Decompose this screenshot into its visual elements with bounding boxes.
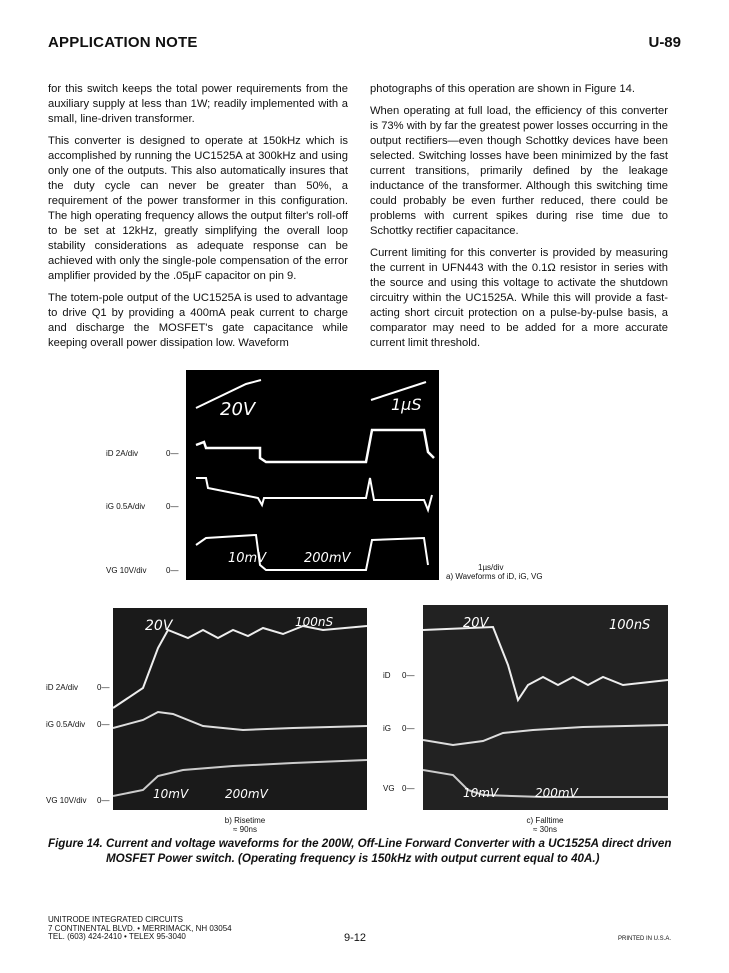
scope-c-text: 10mV: [463, 786, 499, 800]
header-doc-number: U-89: [648, 34, 681, 51]
scope-a-zero: 0—: [166, 502, 179, 511]
scope-a-label-id: iD 2A/div: [106, 449, 139, 458]
printed-notice: PRINTED IN U.S.A.: [617, 936, 671, 942]
scope-a-timebase: 1µs/div: [478, 563, 504, 572]
footer-company: UNITRODE INTEGRATED CIRCUITS: [48, 915, 183, 924]
scope-b-label-vg: VG 10V/div: [46, 796, 87, 805]
scope-c-zero: 0—: [402, 671, 415, 680]
scope-a-zero: 0—: [166, 566, 179, 575]
scope-b-text: 20V: [145, 618, 173, 634]
scope-a-text: 20V: [220, 399, 256, 420]
scope-b-zero: 0—: [97, 796, 110, 805]
scope-c-text: 20V: [463, 616, 489, 631]
scope-c-label-vg: VG: [383, 784, 395, 793]
header-title: APPLICATION NOTE: [48, 34, 198, 51]
scope-a-text: 10mV: [228, 551, 267, 566]
scope-a-zero: 0—: [166, 449, 179, 458]
scope-b-zero: 0—: [97, 720, 110, 729]
scope-b-label-ig: iG 0.5A/div: [46, 720, 86, 729]
paragraph: photographs of this operation are shown in Figure 14.: [370, 83, 635, 95]
oscilloscope-photo-b: [113, 608, 367, 810]
scope-a-text: 1µS: [391, 395, 422, 414]
scope-b-caption-value: ≈ 90ns: [233, 825, 257, 834]
scope-b-zero: 0—: [97, 683, 110, 692]
footer-street: 7 CONTINENTAL BLVD. • MERRIMACK, NH 03054: [48, 923, 232, 933]
scope-c-caption-title: c) Falltime: [526, 816, 564, 825]
scope-b-label-id: iD 2A/div: [46, 683, 79, 692]
paragraph: The totem-pole output of the UC1525A is used to advantage to drive Q1 by providing a 400mA peak current to charge and discharge the MOSFET's gate capacitance while keeping overall power dissipation low. Waveform: [48, 292, 348, 349]
scope-a-label-ig: iG 0.5A/div: [106, 502, 146, 511]
scope-c-label-ig: iG: [383, 724, 391, 733]
scope-a-caption: a) Waveforms of iD, iG, VG: [446, 572, 543, 581]
paragraph: When operating at full load, the efficiency of this converter is 73% with by far the greatest power losses occurring in the output rectifiers—even though Schottky devices have been selected. Switching losses have been minimized by the fast current transitions, primarily defined by the leakage inductance of the transformer. Although this switching time could probably be even further reduced, there could be problems with current spikes during rise time due to Schottky rectifier capacitance.: [370, 105, 668, 237]
scope-c-zero: 0—: [402, 784, 415, 793]
scope-c-label-id: iD: [383, 671, 391, 680]
left-column: [48, 82, 348, 358]
scope-c-text: 200mV: [535, 786, 578, 800]
figure-caption-line1: Figure 14. Current and voltage waveforms for the 200W, Off-Line Forward Converter with a UC1525A direct driven: [48, 837, 672, 850]
scope-b-text: 10mV: [153, 787, 189, 801]
scope-c-caption-value: ≈ 30ns: [533, 825, 557, 834]
figure-caption: [48, 836, 688, 866]
oscilloscope-photo-a: [186, 370, 439, 580]
footer-address: [48, 916, 232, 942]
right-column: [370, 82, 668, 358]
footer-phone: TEL. (603) 424-2410 • TELEX 95-3040: [48, 932, 186, 941]
scope-b-text: 100nS: [295, 615, 334, 629]
page-number: 9-12: [344, 932, 367, 944]
paragraph: Current limiting for this converter is provided by measuring the current in UFN443 with the 0.1Ω resistor in series with the source and using this voltage to activate the shutdown circuitry within the UC1525A. While this will provide a fast-acting short circuit protection on a pulse-by-pulse basis, a comparator may need to be added for a more accurate current limit threshold.: [370, 247, 668, 349]
paragraph: This converter is designed to operate at 150kHz which is accomplished by running the UC1525A at 300kHz and using only one of the outputs. This also automatically insures that the duty cycle can never be greater than 50%, a requirement of the power transformer in this configuration. The high operating frequency allows the output filter's roll-off to be set at 12kHz, greatly simplifying the overall loop stability considerations as adequate response can be achieved with only the single-pole compensation of the error amplifier provided by the .05µF capacitor on pin 9.: [48, 135, 348, 282]
scope-c-text: 100nS: [609, 618, 651, 633]
scope-b-text: 200mV: [225, 787, 268, 801]
scope-c-zero: 0—: [402, 724, 415, 733]
figure-caption-line2: MOSFET Power switch. (Operating frequency is 150kHz with output current equal to 40A.): [106, 852, 600, 865]
scope-a-text: 200mV: [304, 551, 351, 566]
scope-b-caption-title: b) Risetime: [224, 816, 266, 825]
oscilloscope-photo-c: [423, 605, 668, 810]
paragraph: for this switch keeps the total power requirements from the auxiliary supply at less than 1W; readily implemented with a small, line-driven transformer.: [48, 83, 348, 125]
scope-a-label-vg: VG 10V/div: [106, 566, 147, 575]
